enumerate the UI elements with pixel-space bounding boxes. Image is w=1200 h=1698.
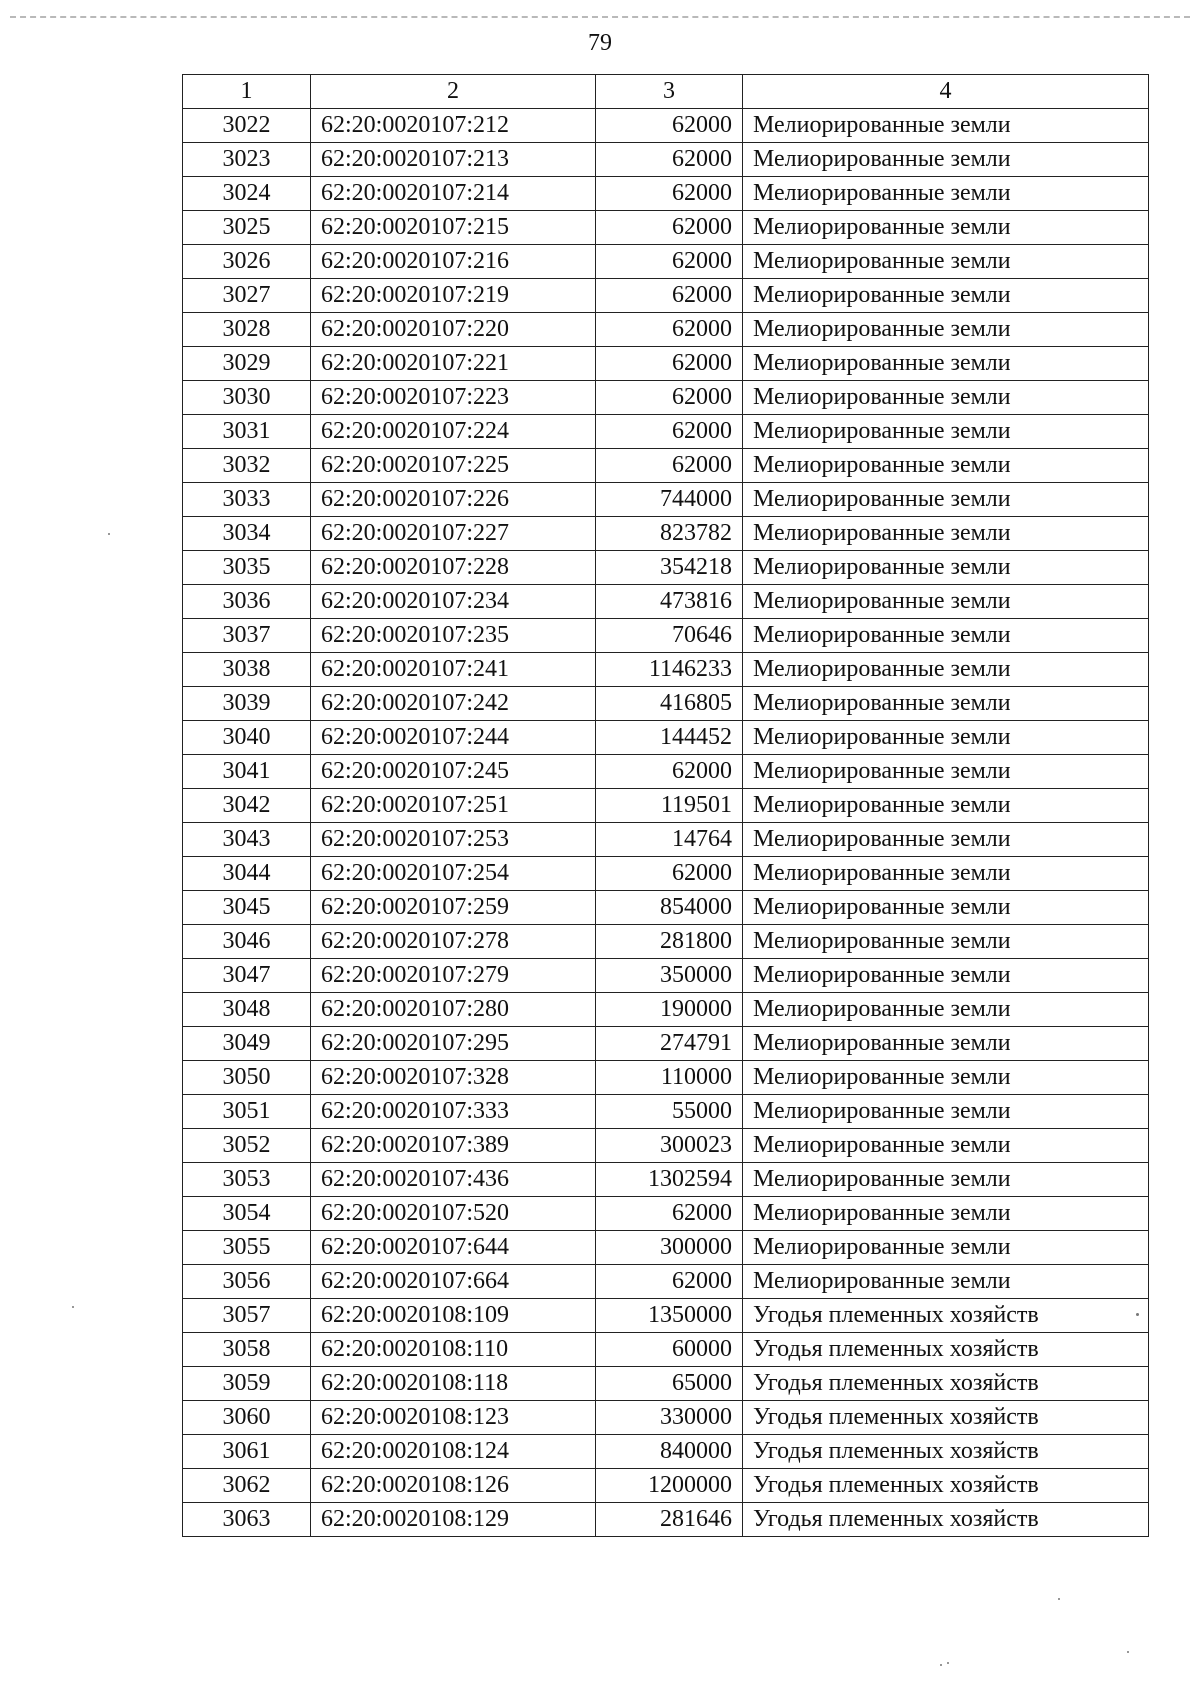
land-category: Мелиорированные земли — [743, 109, 1149, 143]
cadastral-number: 62:20:0020107:664 — [311, 1265, 596, 1299]
land-parcels-table — [182, 74, 1149, 1537]
area-value: 62000 — [596, 449, 743, 483]
header-col-1: 1 — [183, 75, 311, 109]
table-row — [183, 551, 1149, 585]
scan-speck — [72, 1306, 74, 1308]
cadastral-number: 62:20:0020107:227 — [311, 517, 596, 551]
page-number: 79 — [588, 30, 612, 56]
land-category: Мелиорированные земли — [743, 347, 1149, 381]
cadastral-number: 62:20:0020107:225 — [311, 449, 596, 483]
land-category: Мелиорированные земли — [743, 1027, 1149, 1061]
cadastral-number: 62:20:0020107:280 — [311, 993, 596, 1027]
row-number: 3058 — [183, 1333, 311, 1367]
area-value: 70646 — [596, 619, 743, 653]
table-row — [183, 415, 1149, 449]
cadastral-number: 62:20:0020107:520 — [311, 1197, 596, 1231]
area-value: 55000 — [596, 1095, 743, 1129]
land-category: Угодья племенных хозяйств — [743, 1401, 1149, 1435]
land-category: Мелиорированные земли — [743, 1061, 1149, 1095]
area-value: 416805 — [596, 687, 743, 721]
area-value: 1200000 — [596, 1469, 743, 1503]
cadastral-number: 62:20:0020107:224 — [311, 415, 596, 449]
row-number: 3055 — [183, 1231, 311, 1265]
area-value: 14764 — [596, 823, 743, 857]
land-category: Угодья племенных хозяйств — [743, 1435, 1149, 1469]
row-number: 3047 — [183, 959, 311, 993]
cadastral-number: 62:20:0020107:389 — [311, 1129, 596, 1163]
row-number: 3036 — [183, 585, 311, 619]
area-value: 274791 — [596, 1027, 743, 1061]
area-value: 1302594 — [596, 1163, 743, 1197]
row-number: 3043 — [183, 823, 311, 857]
area-value: 744000 — [596, 483, 743, 517]
cadastral-number: 62:20:0020108:109 — [311, 1299, 596, 1333]
area-value: 119501 — [596, 789, 743, 823]
scan-speck — [1058, 1598, 1060, 1600]
cadastral-number: 62:20:0020108:110 — [311, 1333, 596, 1367]
cadastral-number: 62:20:0020108:129 — [311, 1503, 596, 1537]
row-number: 3042 — [183, 789, 311, 823]
row-number: 3030 — [183, 381, 311, 415]
land-category: Мелиорированные земли — [743, 789, 1149, 823]
land-category: Угодья племенных хозяйств — [743, 1469, 1149, 1503]
cadastral-number: 62:20:0020108:124 — [311, 1435, 596, 1469]
table-row — [183, 925, 1149, 959]
table-row — [183, 823, 1149, 857]
table-body — [183, 109, 1149, 1537]
row-number: 3037 — [183, 619, 311, 653]
table-row — [183, 1095, 1149, 1129]
table-row — [183, 959, 1149, 993]
cadastral-number: 62:20:0020107:253 — [311, 823, 596, 857]
cadastral-number: 62:20:0020107:215 — [311, 211, 596, 245]
row-number: 3022 — [183, 109, 311, 143]
scan-speck — [947, 1662, 949, 1664]
cadastral-number: 62:20:0020108:126 — [311, 1469, 596, 1503]
cadastral-number: 62:20:0020107:212 — [311, 109, 596, 143]
land-category: Мелиорированные земли — [743, 1129, 1149, 1163]
area-value: 62000 — [596, 177, 743, 211]
area-value: 62000 — [596, 755, 743, 789]
land-category: Мелиорированные земли — [743, 585, 1149, 619]
cadastral-number: 62:20:0020107:436 — [311, 1163, 596, 1197]
cadastral-number: 62:20:0020107:251 — [311, 789, 596, 823]
row-number: 3051 — [183, 1095, 311, 1129]
row-number: 3050 — [183, 1061, 311, 1095]
table-row — [183, 857, 1149, 891]
cadastral-number: 62:20:0020107:213 — [311, 143, 596, 177]
area-value: 60000 — [596, 1333, 743, 1367]
area-value: 62000 — [596, 313, 743, 347]
land-category: Угодья племенных хозяйств — [743, 1367, 1149, 1401]
land-category: Угодья племенных хозяйств — [743, 1333, 1149, 1367]
land-category: Мелиорированные земли — [743, 857, 1149, 891]
land-category: Угодья племенных хозяйств — [743, 1299, 1149, 1333]
area-value: 62000 — [596, 1197, 743, 1231]
area-value: 65000 — [596, 1367, 743, 1401]
land-category: Мелиорированные земли — [743, 993, 1149, 1027]
cadastral-number: 62:20:0020107:328 — [311, 1061, 596, 1095]
table-row — [183, 143, 1149, 177]
land-category: Мелиорированные земли — [743, 415, 1149, 449]
table-row — [183, 449, 1149, 483]
row-number: 3044 — [183, 857, 311, 891]
row-number: 3023 — [183, 143, 311, 177]
cadastral-number: 62:20:0020107:220 — [311, 313, 596, 347]
cadastral-number: 62:20:0020107:221 — [311, 347, 596, 381]
row-number: 3039 — [183, 687, 311, 721]
area-value: 300000 — [596, 1231, 743, 1265]
area-value: 190000 — [596, 993, 743, 1027]
table-header-row — [183, 75, 1149, 109]
land-category: Мелиорированные земли — [743, 925, 1149, 959]
scan-speck — [108, 533, 110, 535]
row-number: 3060 — [183, 1401, 311, 1435]
area-value: 144452 — [596, 721, 743, 755]
table-row — [183, 109, 1149, 143]
table-row — [183, 245, 1149, 279]
row-number: 3026 — [183, 245, 311, 279]
scan-speck — [940, 1664, 942, 1666]
row-number: 3031 — [183, 415, 311, 449]
row-number: 3028 — [183, 313, 311, 347]
cadastral-number: 62:20:0020107:259 — [311, 891, 596, 925]
area-value: 354218 — [596, 551, 743, 585]
area-value: 62000 — [596, 211, 743, 245]
row-number: 3053 — [183, 1163, 311, 1197]
land-table-container — [182, 74, 1148, 1537]
cadastral-number: 62:20:0020107:223 — [311, 381, 596, 415]
table-row — [183, 347, 1149, 381]
row-number: 3034 — [183, 517, 311, 551]
row-number: 3040 — [183, 721, 311, 755]
cadastral-number: 62:20:0020107:228 — [311, 551, 596, 585]
area-value: 350000 — [596, 959, 743, 993]
table-row — [183, 653, 1149, 687]
land-category: Мелиорированные земли — [743, 551, 1149, 585]
table-row — [183, 721, 1149, 755]
land-category: Мелиорированные земли — [743, 653, 1149, 687]
area-value: 840000 — [596, 1435, 743, 1469]
area-value: 281800 — [596, 925, 743, 959]
area-value: 1350000 — [596, 1299, 743, 1333]
land-category: Мелиорированные земли — [743, 211, 1149, 245]
table-row — [183, 1299, 1149, 1333]
row-number: 3059 — [183, 1367, 311, 1401]
land-category: Мелиорированные земли — [743, 1265, 1149, 1299]
row-number: 3032 — [183, 449, 311, 483]
area-value: 62000 — [596, 143, 743, 177]
table-row — [183, 1469, 1149, 1503]
land-category: Угодья племенных хозяйств — [743, 1503, 1149, 1537]
area-value: 62000 — [596, 381, 743, 415]
land-category: Мелиорированные земли — [743, 143, 1149, 177]
row-number: 3048 — [183, 993, 311, 1027]
cadastral-number: 62:20:0020107:234 — [311, 585, 596, 619]
area-value: 110000 — [596, 1061, 743, 1095]
cadastral-number: 62:20:0020107:644 — [311, 1231, 596, 1265]
table-row — [183, 1197, 1149, 1231]
cadastral-number: 62:20:0020107:254 — [311, 857, 596, 891]
land-category: Мелиорированные земли — [743, 1197, 1149, 1231]
header-col-2: 2 — [311, 75, 596, 109]
row-number: 3054 — [183, 1197, 311, 1231]
cadastral-number: 62:20:0020107:278 — [311, 925, 596, 959]
table-row — [183, 1503, 1149, 1537]
land-category: Мелиорированные земли — [743, 245, 1149, 279]
land-category: Мелиорированные земли — [743, 313, 1149, 347]
table-row — [183, 993, 1149, 1027]
cadastral-number: 62:20:0020107:226 — [311, 483, 596, 517]
table-row — [183, 619, 1149, 653]
table-row — [183, 1163, 1149, 1197]
table-row — [183, 1061, 1149, 1095]
row-number: 3057 — [183, 1299, 311, 1333]
table-row — [183, 687, 1149, 721]
area-value: 62000 — [596, 109, 743, 143]
area-value: 62000 — [596, 415, 743, 449]
land-category: Мелиорированные земли — [743, 823, 1149, 857]
table-row — [183, 381, 1149, 415]
area-value: 62000 — [596, 1265, 743, 1299]
table-row — [183, 483, 1149, 517]
table-row — [183, 755, 1149, 789]
area-value: 1146233 — [596, 653, 743, 687]
table-row — [183, 1333, 1149, 1367]
row-number: 3046 — [183, 925, 311, 959]
area-value: 300023 — [596, 1129, 743, 1163]
table-row — [183, 211, 1149, 245]
area-value: 62000 — [596, 245, 743, 279]
land-category: Мелиорированные земли — [743, 687, 1149, 721]
cadastral-number: 62:20:0020107:219 — [311, 279, 596, 313]
area-value: 62000 — [596, 347, 743, 381]
table-row — [183, 891, 1149, 925]
land-category: Мелиорированные земли — [743, 449, 1149, 483]
land-category: Мелиорированные земли — [743, 755, 1149, 789]
cadastral-number: 62:20:0020108:123 — [311, 1401, 596, 1435]
area-value: 62000 — [596, 857, 743, 891]
cadastral-number: 62:20:0020107:245 — [311, 755, 596, 789]
row-number: 3035 — [183, 551, 311, 585]
land-category: Мелиорированные земли — [743, 619, 1149, 653]
cadastral-number: 62:20:0020107:216 — [311, 245, 596, 279]
area-value: 823782 — [596, 517, 743, 551]
land-category: Мелиорированные земли — [743, 279, 1149, 313]
table-row — [183, 789, 1149, 823]
table-row — [183, 1435, 1149, 1469]
land-category: Мелиорированные земли — [743, 177, 1149, 211]
header-col-4: 4 — [743, 75, 1149, 109]
land-category: Мелиорированные земли — [743, 1095, 1149, 1129]
cadastral-number: 62:20:0020107:241 — [311, 653, 596, 687]
table-row — [183, 177, 1149, 211]
table-row — [183, 1129, 1149, 1163]
area-value: 854000 — [596, 891, 743, 925]
table-row — [183, 279, 1149, 313]
row-number: 3027 — [183, 279, 311, 313]
table-row — [183, 1231, 1149, 1265]
land-category: Мелиорированные земли — [743, 721, 1149, 755]
table-row — [183, 1367, 1149, 1401]
scan-speck — [1136, 1313, 1139, 1316]
row-number: 3061 — [183, 1435, 311, 1469]
land-category: Мелиорированные земли — [743, 959, 1149, 993]
area-value: 62000 — [596, 279, 743, 313]
cadastral-number: 62:20:0020107:214 — [311, 177, 596, 211]
header-col-3: 3 — [596, 75, 743, 109]
row-number: 3045 — [183, 891, 311, 925]
row-number: 3038 — [183, 653, 311, 687]
row-number: 3041 — [183, 755, 311, 789]
land-category: Мелиорированные земли — [743, 1163, 1149, 1197]
area-value: 281646 — [596, 1503, 743, 1537]
cadastral-number: 62:20:0020107:242 — [311, 687, 596, 721]
area-value: 473816 — [596, 585, 743, 619]
row-number: 3063 — [183, 1503, 311, 1537]
table-row — [183, 1027, 1149, 1061]
cadastral-number: 62:20:0020107:333 — [311, 1095, 596, 1129]
row-number: 3025 — [183, 211, 311, 245]
land-category: Мелиорированные земли — [743, 483, 1149, 517]
land-category: Мелиорированные земли — [743, 891, 1149, 925]
row-number: 3033 — [183, 483, 311, 517]
row-number: 3056 — [183, 1265, 311, 1299]
land-category: Мелиорированные земли — [743, 517, 1149, 551]
land-category: Мелиорированные земли — [743, 381, 1149, 415]
cadastral-number: 62:20:0020107:244 — [311, 721, 596, 755]
area-value: 330000 — [596, 1401, 743, 1435]
table-row — [183, 313, 1149, 347]
table-row — [183, 585, 1149, 619]
cadastral-number: 62:20:0020108:118 — [311, 1367, 596, 1401]
row-number: 3029 — [183, 347, 311, 381]
table-row — [183, 1401, 1149, 1435]
table-row — [183, 517, 1149, 551]
row-number: 3024 — [183, 177, 311, 211]
top-scan-rule — [10, 16, 1190, 18]
cadastral-number: 62:20:0020107:295 — [311, 1027, 596, 1061]
land-category: Мелиорированные земли — [743, 1231, 1149, 1265]
scan-speck — [1127, 1651, 1129, 1653]
cadastral-number: 62:20:0020107:235 — [311, 619, 596, 653]
row-number: 3049 — [183, 1027, 311, 1061]
row-number: 3062 — [183, 1469, 311, 1503]
cadastral-number: 62:20:0020107:279 — [311, 959, 596, 993]
row-number: 3052 — [183, 1129, 311, 1163]
table-row — [183, 1265, 1149, 1299]
